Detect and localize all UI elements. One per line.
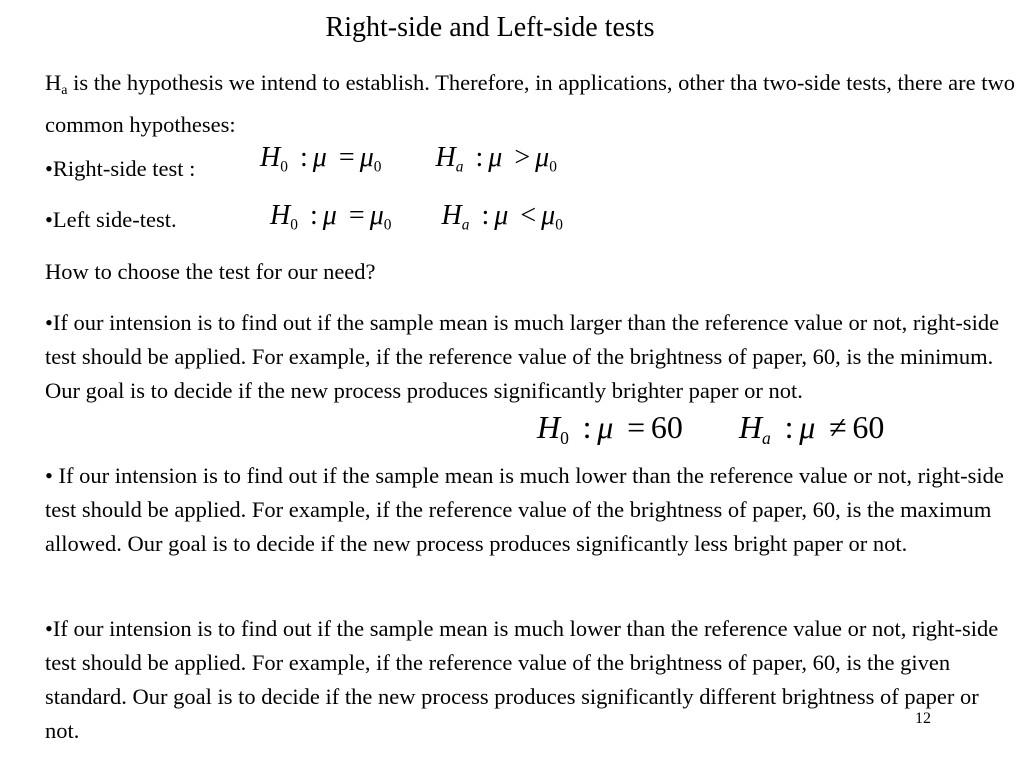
formula-value: 60 [650,409,683,445]
left-side-test-formula [270,202,563,233]
formula-mu: μ [322,200,337,231]
right-side-test-formula [260,144,557,175]
formula-mu: μ [799,409,816,445]
formula-mu: μ [597,409,614,445]
formula-sub: 0 [280,158,288,176]
formula-less-than: < [520,200,537,231]
formula-colon: : [784,409,794,445]
left-side-test-label: •Left side-test. [45,207,177,232]
formula-mu: μ [535,142,550,173]
ha-subscript: a [61,83,68,98]
formula-mu: μ [359,142,374,173]
formula-colon: : [475,142,484,173]
formula-colon: : [309,200,318,231]
formula-h: H [537,409,561,445]
formula-sub: 0 [549,158,557,176]
bullet-larger-mean: •If our intension is to find out if the sample mean is much larger than the reference value or not, right-side test should be applied. For example, if the reference value of the brightness of paper, 60, is the minimum. Our goal is to decide if the new process produces significantly brighter paper or not. [45,310,1000,403]
formula-not-equal: ≠ [829,409,847,445]
formula-equals: = [627,409,646,445]
formula-h: H [738,409,763,445]
formula-sub: 0 [560,428,569,449]
formula-sub: a [762,428,771,449]
formula-sub: a [461,216,470,234]
formula-value: 60 [852,409,885,445]
formula-mu: μ [494,200,509,231]
formula-equals: = [338,142,355,173]
formula-colon: : [481,200,490,231]
intro-paragraph [45,66,1015,142]
formula-sub: 0 [383,216,392,234]
slide-title: Right-side and Left-side tests [325,12,655,43]
intro-text: is the hypothesis we intend to establish. Therefore, in applications, other tha two-side tests, there are two common hypotheses: [45,70,1015,137]
formula-sub: 0 [555,216,563,234]
two-sided-test-formula [537,411,884,448]
formula-sub: 0 [290,216,298,234]
formula-mu: μ [369,200,384,231]
formula-colon: : [582,409,592,445]
bullet-lower-mean: • If our intension is to find out if the sample mean is much lower than the reference value or not, right-side test should be applied. For example, if the reference value of the brightness of paper, 60, is the maximum allowed. Our goal is to decide if the new process produces significantly less bright paper or not. [45,463,1004,556]
formula-mu: μ [541,200,556,231]
formula-h: H [435,142,456,173]
right-side-test-label: •Right-side test : [45,156,196,181]
formula-greater-than: > [514,142,531,173]
page-number: 12 [915,710,931,727]
bullet-different-mean: •If our intension is to find out if the sample mean is much lower than the reference value or not, right-side test should be applied. For example, if the reference value of the brightness of paper, 60, is the given standard. Our goal is to decide if the new process produces significantly different brightness of paper or not. [45,616,999,743]
formula-h: H [441,200,462,231]
formula-mu: μ [488,142,503,173]
formula-colon: : [299,142,308,173]
formula-h: H [270,200,291,231]
formula-mu: μ [312,142,327,173]
formula-sub: a [455,158,464,176]
formula-equals: = [348,200,365,231]
how-to-choose-heading: How to choose the test for our need? [45,259,376,284]
formula-h: H [260,142,281,173]
formula-sub: 0 [373,158,382,176]
ha-letter: H [45,70,62,95]
